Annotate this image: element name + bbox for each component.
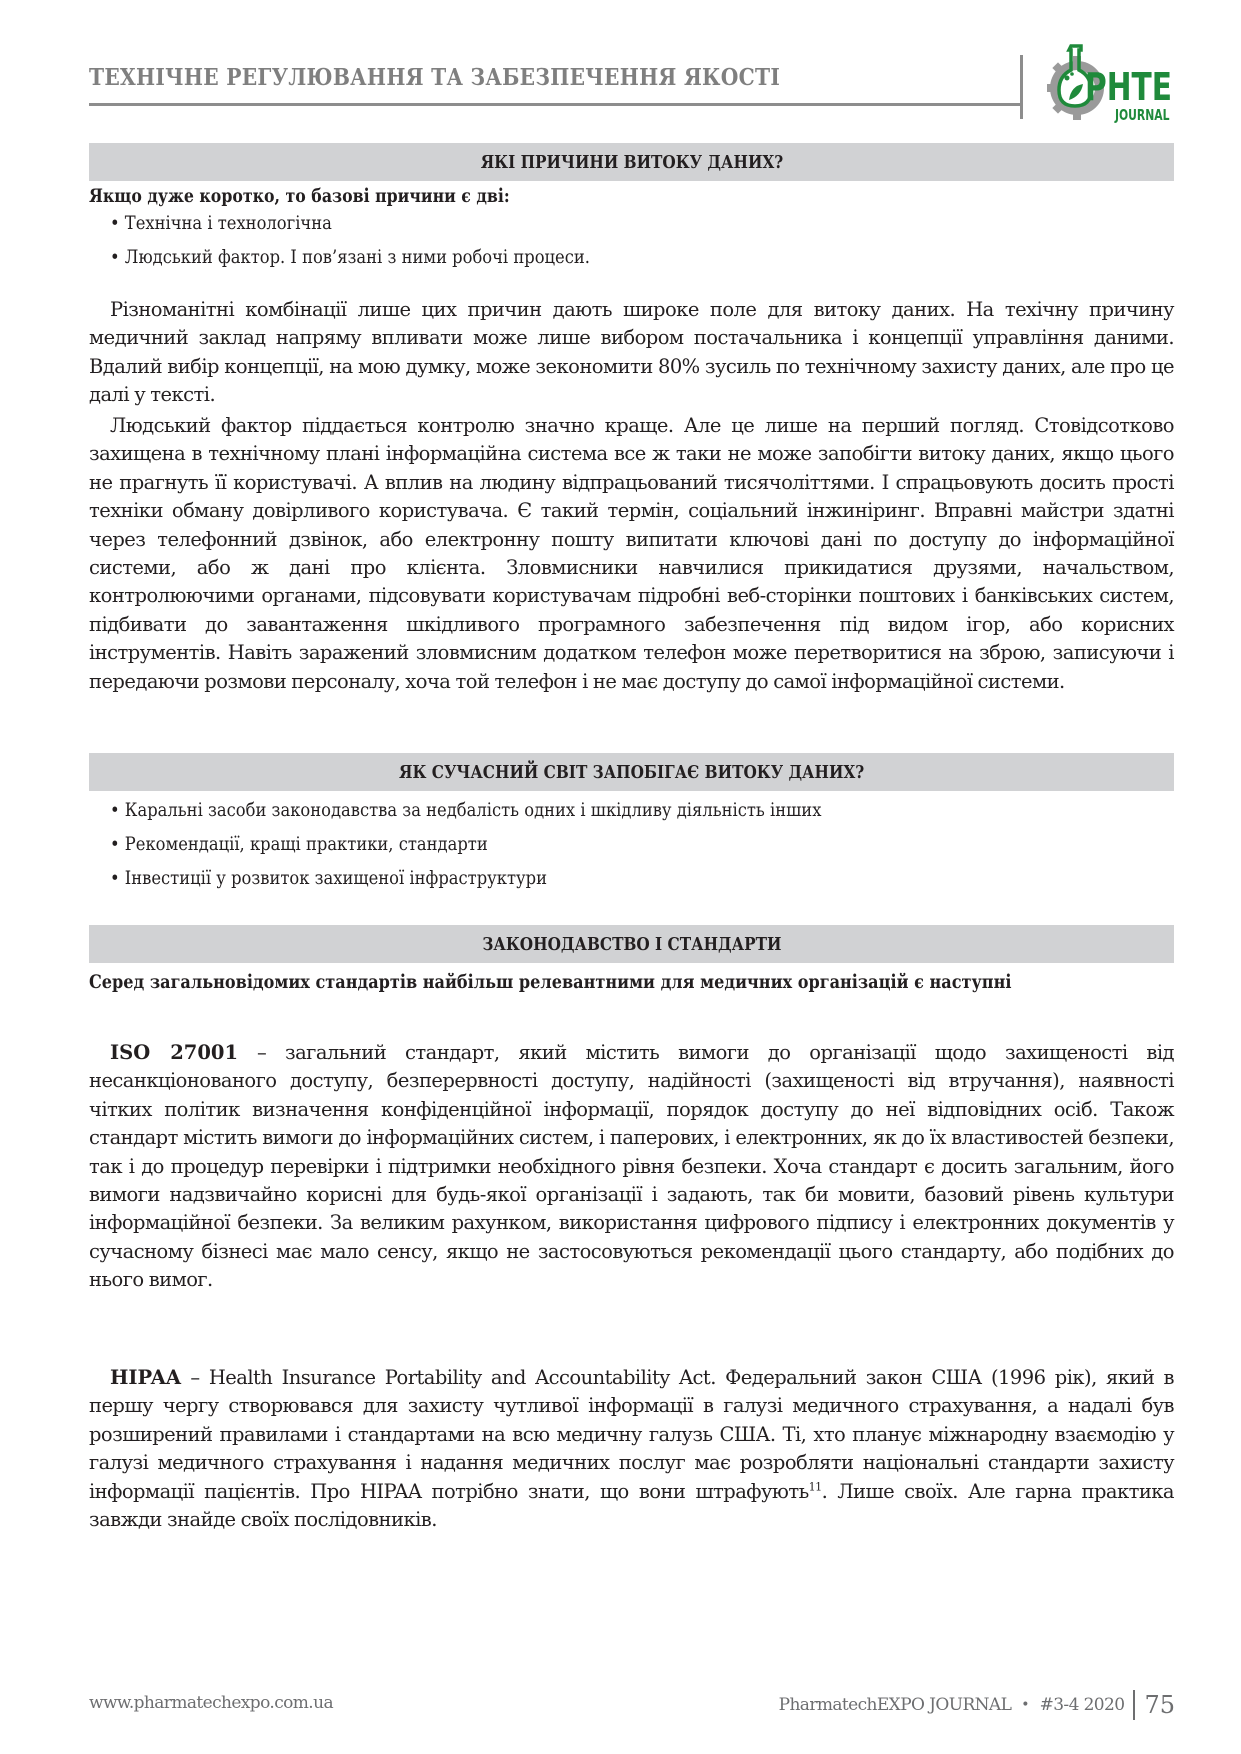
iso-term: ISO 27001 [110,1041,239,1064]
bullet-separator: • [1021,1697,1030,1713]
hipaa-text: – Health Insurance Portability and Accountability Act. Федеральний закон США (1996 рік), який в першу чергу створювався для захисту чутливої інформації в галузі медичного страхування, а надалі був розширений правилами і стандартами на всю медичну галузь США. Ті, хто планує міжнародну взаємодію у галузі медичного страхування і надання медичних послуг має розробляти національні стандарти захисту інформації пацієнтів. Про HIPAA потрібно знати, що вони штрафують [89,1366,1174,1503]
svg-text:PHTE: PHTE [1085,65,1172,111]
list-item: • Рекомендації, кращі практики, стандарти [110,827,1022,861]
section-heading: ЗАКОНОДАВСТВО І СТАНДАРТИ [481,933,782,955]
list-item: • Технічна і технологічна [110,206,1022,240]
list-item: • Інвестиції у розвиток захищеної інфраструктури [110,861,1022,895]
iso-text: – загальний стандарт, який містить вимоги до організації щодо захищеності від несанкціонованого доступу, безперервності доступу, надійності (захищеності від втручання), наявності чітких політик визначення конфіденційної інформації, порядок доступу до неї відповідних осіб. Також стандарт містить вимоги до інформаційних систем, і паперових, і електронних, як до їх властивостей безпеки, так і до процедур перевірки і підтримки необхідного рівня безпеки. Хоча стандарт є досить загальним, його вимоги надзвичайно корисні для будь-якої організації і задають, так би мовити, базовий рівень культури інформаційної безпеки. За великим рахунком, використання цифрового підпису і електронних документів у сучасному бізнесі має мало сенсу, якщо не застосовуються рекомендації цього стандарту, або подібних до нього вимог. [89,1041,1175,1292]
header-divider [89,103,1020,106]
journal-name: PharmatechEXPO JOURNAL [778,1695,1012,1715]
hipaa-paragraph [89,1364,1174,1534]
bullet-list [110,206,1170,274]
page-number: 75 [1144,1691,1175,1719]
section-heading-bar [89,753,1174,791]
section-heading: ЯК СУЧАСНИЙ СВІТ ЗАПОБІГАЄ ВИТОКУ ДАНИХ? [398,761,865,783]
issue-number: #3-4 2020 [1039,1695,1125,1715]
hipaa-text-end: . Лише своїх. Але гарна практика завжди знайде своїх послідовників. [89,1479,1175,1532]
gear-flask-logo-icon [1045,42,1185,127]
section-heading: ЯКІ ПРИЧИНИ ВИТОКУ ДАНИХ? [480,151,783,173]
bullet-list [110,793,1170,895]
header-vertical-divider [1020,55,1023,119]
hipaa-term: HIPAA [110,1366,182,1389]
body-paragraph: Різноманітні комбінації лише цих причин дають широке поле для витоку даних. На техічну причину медичний заклад напряму впливати може лише вибором постачальника і концепції управління даними. Вдалий вибір концепції, на мою думку, може зекономити 80% зусиль по технічному захисту даних, але про це далі у тексті. [89,298,1174,407]
section-heading-bar [89,925,1174,963]
page-footer [779,1690,1175,1720]
running-header-title: ТЕХНІЧНЕ РЕГУЛЮВАННЯ ТА ЗАБЕЗПЕЧЕННЯ ЯКОСТІ [89,64,781,91]
section-lead: Серед загальновідомих стандартів найбільш релевантними для медичних організацій є наступні [89,971,1012,993]
journal-logo [1045,42,1185,127]
iso-paragraph [89,1039,1174,1295]
body-paragraph: Людський фактор піддається контролю значно краще. Але це лише на перший погляд. Стовідсотково захищена в технічному плані інформаційна система все ж таки не може запобігти витоку даних, якщо цього не прагнуть її користувачі. А вплив на людину відпрацьований тисячоліттями. І спрацьовують досить прості техніки обману довірливого користувача. Є такий термін, соціальний інжиніринг. Вправні майстри здатні через телефонний дзвінок, або електронну пошту випитати ключові дані по доступу до інформаційної системи, або ж дані про клієнта. Зловмисники навчилися прикидатися друзями, начальством, контролюючими органами, підсовувати користувачам підробні веб-сторінки поштових і банківських систем, підбивати до завантаження шкідливого програмного забезпечення під видом ігор, або корисних інструментів. Навіть заражений зловмисним додатком телефон може перетворитися на зброю, записуючи і передаючи розмови персоналу, хоча той телефон і не має доступу до самої інформаційної системи. [89,414,1174,693]
list-item: • Людський фактор. І пов’язані з ними робочі процеси. [110,240,1022,274]
section-lead: Якщо дуже коротко, то базові причини є дві: [89,185,510,207]
section-heading-bar [89,143,1174,181]
list-item: • Каральні засоби законодавства за недбалість одних і шкідливу діяльність інших [110,793,1022,827]
website-link[interactable]: www.pharmatechexpo.com.ua [89,1693,333,1713]
footer-divider [1133,1690,1135,1720]
svg-text:JOURNAL: JOURNAL [1115,107,1170,125]
footnote-ref[interactable]: 11 [808,1480,822,1494]
